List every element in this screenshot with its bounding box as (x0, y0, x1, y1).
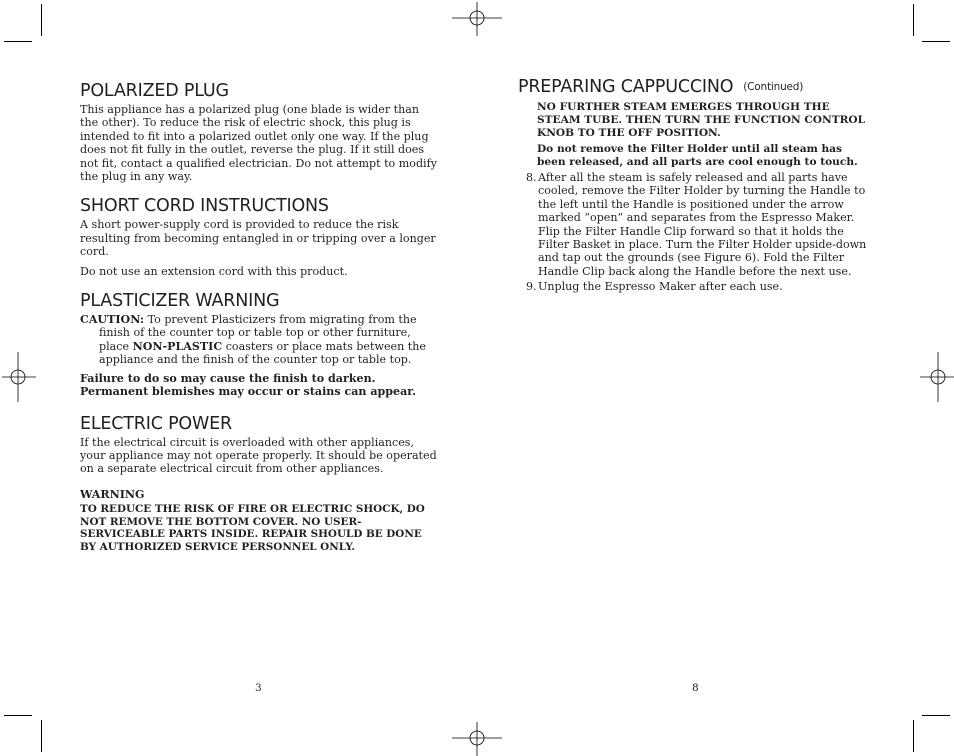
warning-text: TO REDUCE THE RISK OF FIRE OR ELECTRIC SHOCK, DO NOT REMOVE THE BOTTOM COVER. NO USER-SERVICEABLE PARTS INSIDE. REPAIR SHOULD BE DONE BY AUTHORIZED SERVICE PERSONNEL ONLY. (80, 503, 425, 553)
right-page (518, 77, 874, 294)
caution-paragraph (80, 313, 440, 367)
warning-label: WARNING (80, 487, 145, 501)
cappuccino-title: PREPARING CAPPUCCINO (518, 77, 734, 97)
caution-label: CAUTION: (80, 313, 145, 327)
electric-power-text: If the electrical circuit is overloaded with other appliances, your appliance may not operate properly. It should be operated on a separate electrical circuit from other appliances. (80, 435, 437, 476)
short-cord-heading: SHORT CORD INSTRUCTIONS (80, 196, 329, 217)
list-item-number: 8. (526, 170, 537, 184)
crop-mark (913, 720, 914, 752)
extension-cord-text: Do not use an extension cord with this product. (80, 264, 348, 278)
electric-power-heading: ELECTRIC POWER (80, 413, 232, 434)
polarized-plug-text: This appliance has a polarized plug (one blade is wider than the other). To reduce the risk of electric shock, this plug is intended to fit into a polarized outlet only one way. If the plug does not fit fully in the outlet, reverse the plug. If it still does not fit, contact a qualified electrician. Do not attempt to modify the plug in any way. (80, 103, 437, 184)
non-plastic-label: NON-PLASTIC (132, 339, 223, 353)
list-item (518, 280, 874, 293)
continued-label: (Continued) (743, 81, 804, 93)
polarized-plug-heading: POLARIZED PLUG (80, 81, 229, 101)
plasticizer-heading: PLASTICIZER WARNING (80, 291, 280, 312)
failure-warning: Failure to do so may cause the finish to darken. Permanent blemishes may occur or stains can appear. (80, 371, 416, 399)
filter-holder-warning: Do not remove the Filter Holder until all steam has been released, and all parts are cool enough to touch. (537, 143, 858, 169)
caution-text-end: coasters or place mats between the appliance and the finish of the counter top or table top. (99, 339, 426, 367)
list-item-text: After all the steam is safely released and all parts have cooled, remove the Filter Holder by turning the Handle to the left until the Handle is positioned under the arrow marked “open” and separates from the Espresso Maker. Flip the Filter Handle Clip forward so that it holds the Filter Basket in place. Turn the Filter Holder upside-down and tap out the grounds (see Figure 6). Fold the Filter Handle Clip back along the Handle before the next use. (538, 170, 867, 278)
preparing-cappuccino-heading (518, 77, 874, 97)
left-page (80, 81, 440, 554)
page-number-left: 3 (255, 682, 262, 694)
list-item-number: 9. (526, 280, 537, 294)
crop-mark (922, 41, 950, 42)
list-item-text: Unplug the Espresso Maker after each use. (538, 280, 783, 294)
crop-mark (41, 4, 42, 36)
crop-mark (41, 720, 42, 752)
steam-instruction: NO FURTHER STEAM EMERGES THROUGH THE STEAM TUBE. THEN TURN THE FUNCTION CONTROL KNOB TO THE OFF POSITION. (537, 101, 866, 139)
short-cord-text: A short power-supply cord is provided to reduce the risk resulting from becoming entangled in or tripping over a longer cord. (80, 218, 436, 259)
crop-mark (4, 41, 32, 42)
registration-mark-left (2, 352, 36, 402)
list-item (518, 171, 874, 278)
registration-mark-right (920, 352, 954, 402)
registration-mark-top (452, 2, 502, 36)
page-number-right: 8 (692, 682, 699, 694)
registration-mark-bottom (452, 722, 502, 756)
caution-text: To prevent Plasticizers from migrating from the finish of the counter top or table top or other furniture, place (99, 313, 417, 353)
crop-mark (922, 715, 950, 716)
crop-mark (913, 4, 914, 36)
crop-mark (4, 715, 32, 716)
